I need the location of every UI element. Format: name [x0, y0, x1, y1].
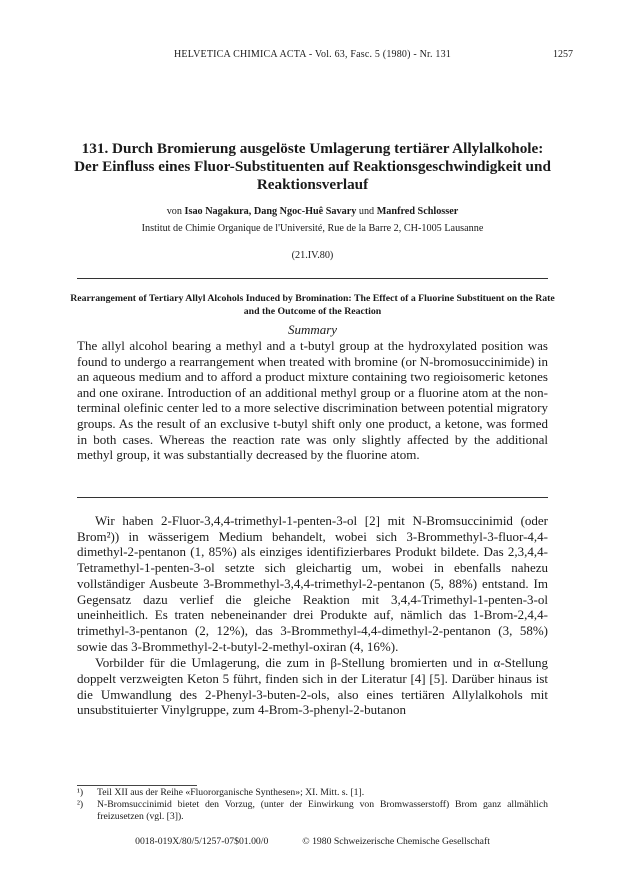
article-title: 131. Durch Bromierung ausgelöste Umlagerung tertiärer Allylalkohole: Der Einfluss eines Fluor-Substituenten auf Reaktionsgeschwindigkeit und Reaktionsverlauf — [74, 140, 551, 193]
institute: Institut de Chimie Organique de l'Université, Rue de la Barre 2, CH-1005 Lausanne — [141, 223, 484, 234]
received-date: (21.IV.80) — [291, 250, 334, 261]
english-title: Rearrangement of Tertiary Allyl Alcohols Induced by Bromination: The Effect of a Fluorine Substituent on the Rate and the Outcome of the Reaction — [70, 293, 555, 317]
footnote-text: N-Bromsuccinimid bietet den Vorzug, (unter der Einwirkung von Bromwasserstoff) Brom ganz allmählich freizusetzen (vgl. [3]). — [97, 799, 548, 822]
authors-names-2: Manfred Schlosser — [376, 206, 459, 217]
page-footer — [0, 836, 625, 847]
body-paragraph: Vorbilder für die Umlagerung, die zum in β-Stellung bromierten und in α-Stellung doppelt verzweigten Keton 5 führt, finden sich in der Literatur [4] [5]. Darüber hinaus ist die Umwandlung des 2-Phenyl-3-buten-2-ols, also eines tertiären Allylalkohols mit unsubstituierter Vinylgruppe, zum 4-Brom-3-phenyl-2-butanon — [77, 655, 548, 718]
page-number: 1257 — [553, 49, 573, 60]
footnote-rule — [77, 785, 197, 786]
body-paragraph: Wir haben 2-Fluor-3,4,4-trimethyl-1-penten-3-ol [2] mit N-Bromsuccinimid (oder Brom²)) in wässerigem Medium behandelt, wobei sich 3-Brommethyl-3-fluor-4,4-dimethyl-2-pentanon (1, 85%) als einziges identifizierbares Produkt bildete. Das 2,3,4,4-Tetramethyl-1-penten-3-ol setzte sich gleichartig um, wobei in ebenfalls nahezu vollständiger Ausbeute 3-Brommethyl-3,4,4-trimethyl-2-pentanon (5, 88%) entstand. Im Gegensatz dazu verlief die gleiche Reaktion mit 3,4,4-Trimethyl-1-penten-3-ol uneinheitlich. Es traten nebeneinander drei Produkte auf, nämlich das 1-Brom-2,4,4-trimethyl-3-pentanon (2, 12%), das 3-Brommethyl-4,4-dimethyl-2-pentanon (3, 58%) sowie das 3-Brommethyl-2-t-butyl-2-methyl-oxiran (4, 16%). — [77, 513, 548, 654]
footnote — [77, 787, 548, 799]
top-rule — [77, 278, 548, 279]
body-text — [77, 513, 548, 718]
authors-join: und — [358, 206, 375, 217]
authors-names-1: Isao Nagakura, Dang Ngoc-Huê Savary — [184, 206, 357, 217]
footnote-text: Teil XII aus der Reihe «Fluororganische Synthesen»; XI. Mitt. s. [1]. — [97, 787, 365, 798]
copyright: © 1980 Schweizerische Chemische Gesellschaft — [302, 836, 490, 847]
article-code: 0018-019X/80/5/1257-07$01.00/0 — [135, 836, 269, 847]
bottom-rule — [77, 497, 548, 498]
footnote — [77, 799, 548, 823]
authors-prefix: von — [166, 206, 182, 217]
summary-heading: Summary — [287, 322, 338, 337]
running-head: HELVETICA CHIMICA ACTA - Vol. 63, Fasc. 5 (1980) - Nr. 131 — [173, 49, 451, 60]
footnotes — [77, 787, 548, 823]
summary-text: The allyl alcohol bearing a methyl and a t-butyl group at the hydroxylated position was found to undergo a rearrangement when treated with bromine (or N-bromosuccinimide) in an aqueous medium and to afford a product mixture containing two regioisomeric ketones and one oxirane. Introduction of an additional methyl group or a fluorine atom at the non-terminal olefinic center led to a more selective discrimination between potential migratory groups. As the result of an exclusive t-butyl shift only one product, a ketone, was formed in both cases. Whereas the reaction rate was only slightly affected by the additional methyl group, it was substantially decreased by the fluorine atom. — [77, 338, 548, 463]
footnote-mark: ²) — [77, 799, 84, 810]
author-line — [60, 206, 565, 217]
footnote-mark: ¹) — [77, 787, 84, 798]
